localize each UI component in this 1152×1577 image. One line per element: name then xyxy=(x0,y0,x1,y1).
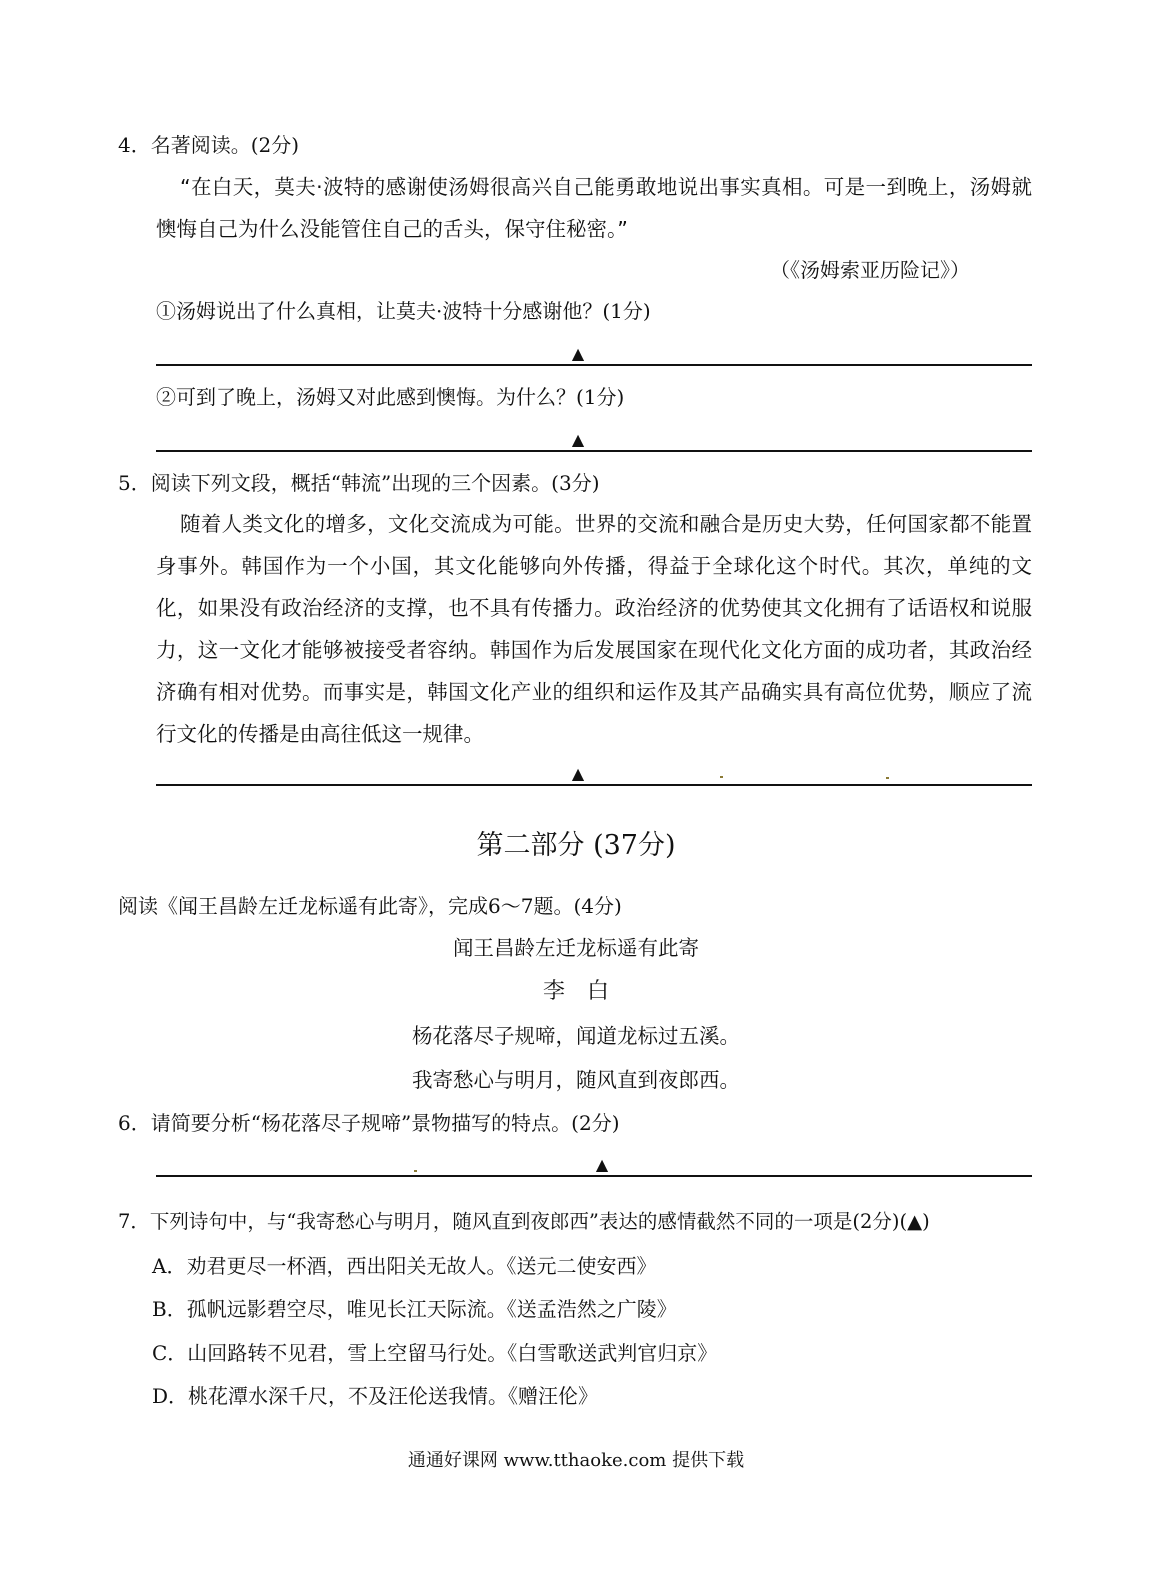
scan-speck xyxy=(886,777,889,779)
answer-line-q4-2 xyxy=(156,450,1032,452)
answer-mark-triangle-icon: ▲ xyxy=(571,430,585,449)
q7-option-d: D．桃花潭水深千尺，不及汪伦送我情。《赠汪伦》 xyxy=(152,1384,599,1408)
q4-heading: 4．名著阅读。(2分) xyxy=(118,133,300,157)
scan-speck xyxy=(720,776,723,778)
answer-mark-triangle-icon: ▲ xyxy=(571,764,585,783)
q7-option-a: A．劝君更尽一杯酒，西出阳关无故人。《送元二使安西》 xyxy=(152,1254,657,1278)
q7-option-b: B．孤帆远影碧空尽，唯见长江天际流。《送孟浩然之广陵》 xyxy=(152,1297,677,1321)
q5-heading: 5．阅读下列文段，概括“韩流”出现的三个因素。(3分) xyxy=(118,471,600,495)
q4-source: （《汤姆索亚历险记》） xyxy=(770,258,970,282)
q4-sub-question-1: ①汤姆说出了什么真相，让莫夫·波特十分感谢他？(1分) xyxy=(156,299,651,323)
page-footer: 通通好课网 www.tthaoke.com 提供下载 xyxy=(407,1450,745,1471)
q4-quote: “在白天，莫夫·波特的感谢使汤姆很高兴自己能勇敢地说出事实真相。可是一到晚上，汤姆就懊悔自己为什么没能管住自己的舌头，保守住秘密。” xyxy=(156,175,1032,241)
answer-line-q6 xyxy=(156,1175,1032,1177)
poem-line-2: 我寄愁心与明月，随风直到夜郎西。 xyxy=(412,1068,740,1092)
q7-option-c: C．山回路转不见君，雪上空留马行处。《白雪歌送武判官归京》 xyxy=(152,1341,718,1365)
answer-line-q4-1 xyxy=(156,364,1032,366)
q5-passage: 随着人类文化的增多，文化交流成为可能。世界的交流和融合是历史大势，任何国家都不能置身事外。韩国作为一个小国，其文化能够向外传播，得益于全球化这个时代。其次，单纯的文化，如果没有政治经济的支撑，也不具有传播力。政治经济的优势使其文化拥有了话语权和说服力，这一文化才能够被接受者容纳。韩国作为后发展国家在现代化文化方面的成功者，其政治经济确有相对优势。而事实是，韩国文化产业的组织和运作及其产品确实具有高位优势，顺应了流行文化的传播是由高往低这一规律。 xyxy=(156,512,1032,746)
part2-intro: 阅读《闻王昌龄左迁龙标遥有此寄》，完成6～7题。(4分) xyxy=(118,894,622,918)
poem-title: 闻王昌龄左迁龙标遥有此寄 xyxy=(453,936,699,960)
q6-heading: 6．请简要分析“杨花落尽子规啼”景物描写的特点。(2分) xyxy=(118,1111,620,1135)
poem-author: 李 白 xyxy=(542,979,609,1004)
q7-heading: 7．下列诗句中，与“我寄愁心与明月，随风直到夜郎西”表达的感情截然不同的一项是(2分)(▲) xyxy=(118,1210,930,1233)
answer-mark-triangle-icon: ▲ xyxy=(571,344,585,363)
q4-sub-question-2: ②可到了晚上，汤姆又对此感到懊悔。为什么？(1分) xyxy=(156,385,625,409)
answer-mark-triangle-icon: ▲ xyxy=(595,1155,609,1174)
poem-line-1: 杨花落尽子规啼，闻道龙标过五溪。 xyxy=(412,1024,740,1048)
answer-line-q5 xyxy=(156,784,1032,786)
scan-speck xyxy=(414,1170,417,1172)
part2-title: 第二部分 (37分) xyxy=(476,830,676,861)
